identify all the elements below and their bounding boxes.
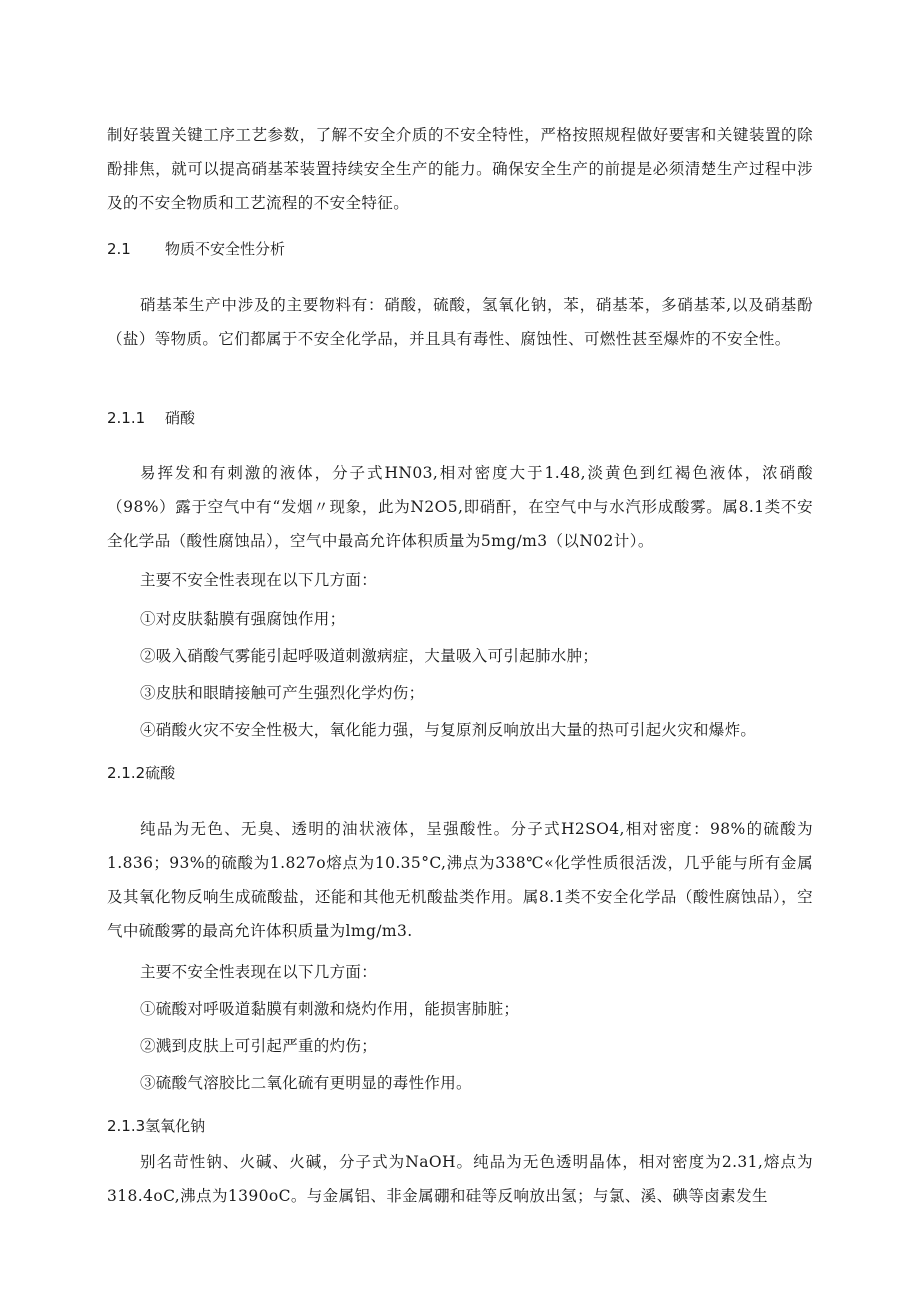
section-title: 氢氧化钠	[145, 1117, 206, 1135]
hazard-item: ①对皮肤黏膜有强腐蚀作用；	[140, 610, 346, 628]
section-number: 2.1.1	[107, 409, 146, 427]
section-heading-2-1-1	[107, 407, 195, 429]
section-heading-2-1-3	[107, 1115, 205, 1137]
section-2-1-body: 硝基苯生产中涉及的主要物料有：硝酸，硫酸，氢氧化钠，苯，硝基苯，多硝基苯,以及硝基酚（盐）等物质。它们都属于不安全化学品，并且具有毒性、腐蚀性、可燃性甚至爆炸的不安全性。	[107, 296, 813, 348]
section-heading-2-1-2	[107, 762, 175, 784]
hazard-item: ④硝酸火灾不安全性极大，氧化能力强，与复原剂反响放出大量的热可引起火灾和爆炸。	[140, 721, 757, 739]
section-number: 2.1	[107, 240, 131, 258]
section-heading-2-1	[107, 238, 285, 260]
section-title: 硝酸	[165, 409, 196, 427]
section-2-1-3-body: 别名苛性钠、火碱、火碱，分子式为NaOH。纯品为无色透明晶体，相对密度为2.31,熔点为318.4oC,沸点为1390oC。与金属铝、非金属硼和硅等反响放出氢；与氯、溪、碘等卤素发生	[107, 1153, 813, 1205]
section-number: 2.1.2	[107, 764, 146, 782]
hazard-item: ③皮肤和眼睛接触可产生强烈化学灼伤；	[140, 684, 425, 702]
hazard-item: ①硫酸对呼吸道黏膜有刺激和烧灼作用，能损害肺脏；	[140, 1000, 520, 1018]
hazard-intro: 主要不安全性表现在以下几方面：	[140, 963, 378, 981]
hazard-item: ②吸入硝酸气雾能引起呼吸道刺激病症，大量吸入可引起肺水肿；	[140, 647, 599, 665]
hazard-item: ③硫酸气溶胶比二氧化硫有更明显的毒性作用。	[140, 1074, 472, 1092]
hazard-item: ②溅到皮肤上可引起严重的灼伤；	[140, 1037, 378, 1055]
section-title: 物质不安全性分析	[165, 240, 286, 258]
section-number: 2.1.3	[107, 1117, 146, 1135]
intro-paragraph: 制好装置关键工序工艺参数，了解不安全介质的不安全特性，严格按照规程做好要害和关键装置的除酚排焦，就可以提高硝基苯装置持续安全生产的能力。确保安全生产的前提是必须清楚生产过程中涉及的不安全物质和工艺流程的不安全特征。	[107, 126, 813, 212]
section-2-1-1-body: 易挥发和有刺激的液体，分子式HN03,相对密度大于1.48,淡黄色到红褐色液体，浓硝酸（98%）露于空气中有“发烟〃现象，此为N2O5,即硝酐，在空气中与水汽形成酸雾。属8.1类不安全化学品（酸性腐蚀品），空气中最高允许体积质量为5mg∕m3（以N02计）。	[107, 464, 813, 550]
hazard-intro: 主要不安全性表现在以下几方面：	[140, 571, 378, 589]
section-2-1-2-body: 纯品为无色、无臭、透明的油状液体，呈强酸性。分子式H2SO4,相对密度：98%的硫酸为1.836；93%的硫酸为1.827o熔点为10.35°C,沸点为338℃«化学性质很活泼，几乎能与所有金属及其氧化物反响生成硫酸盐，还能和其他无机酸盐类作用。属8.1类不安全化学品（酸性腐蚀品），空气中硫酸雾的最高允许体积质量为lmg∕m3.	[107, 820, 813, 940]
section-title: 硫酸	[145, 764, 176, 782]
